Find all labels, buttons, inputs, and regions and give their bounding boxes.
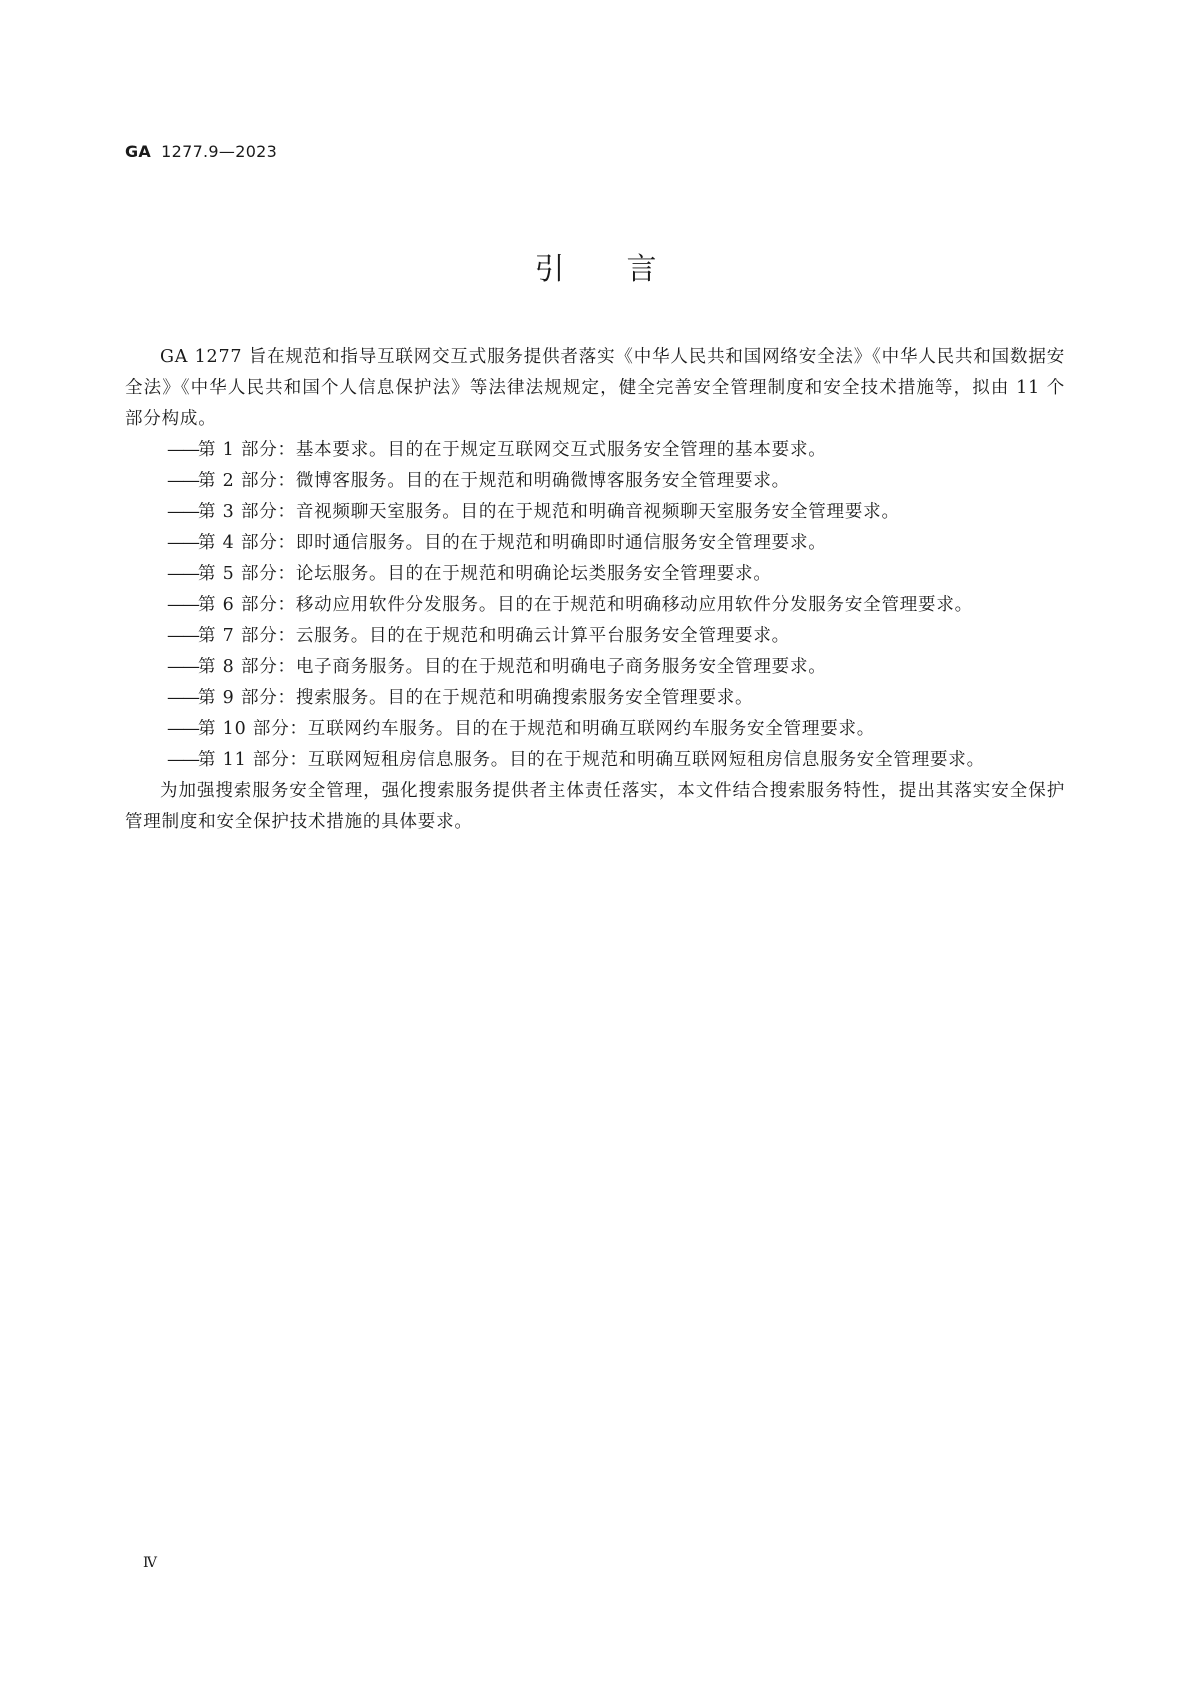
list-item (125, 683, 1065, 714)
document-code (125, 142, 277, 161)
list-item (125, 559, 1065, 590)
list-item (125, 497, 1065, 528)
list-dash: —— (167, 719, 198, 739)
list-dash: —— (167, 595, 198, 615)
list-item-text: 第 11 部分：互联网短租房信息服务。目的在于规范和明确互联网短租房信息服务安全管理要求。 (198, 750, 985, 770)
intro-paragraph: GA 1277 旨在规范和指导互联网交互式服务提供者落实《中华人民共和国网络安全法》《中华人民共和国数据安全法》《中华人民共和国个人信息保护法》等法律法规规定，健全完善安全管理制度和安全技术措施等，拟由 11 个部分构成。 (125, 347, 1065, 429)
list-dash: —— (167, 626, 198, 646)
list-item-text: 第 9 部分：搜索服务。目的在于规范和明确搜索服务安全管理要求。 (198, 688, 754, 708)
list-item (125, 466, 1065, 497)
list-dash: —— (167, 533, 198, 553)
list-item (125, 652, 1065, 683)
list-item (125, 745, 1065, 776)
list-item (125, 621, 1065, 652)
list-item (125, 590, 1065, 621)
list-item-text: 第 8 部分：电子商务服务。目的在于规范和明确电子商务服务安全管理要求。 (198, 657, 827, 677)
list-item-text: 第 10 部分：互联网约车服务。目的在于规范和明确互联网约车服务安全管理要求。 (198, 719, 876, 739)
list-dash: —— (167, 688, 198, 708)
document-body (125, 342, 1065, 838)
list-item-text: 第 1 部分：基本要求。目的在于规定互联网交互式服务安全管理的基本要求。 (198, 440, 827, 460)
list-item-text: 第 2 部分：微博客服务。目的在于规范和明确微博客服务安全管理要求。 (198, 471, 790, 491)
list-item-text: 第 3 部分：音视频聊天室服务。目的在于规范和明确音视频聊天室服务安全管理要求。 (198, 502, 900, 522)
list-item-text: 第 6 部分：移动应用软件分发服务。目的在于规范和明确移动应用软件分发服务安全管理要求。 (198, 595, 973, 615)
document-code-number: 1277.9—2023 (161, 142, 278, 161)
list-dash: —— (167, 440, 198, 460)
parts-list (125, 435, 1065, 776)
list-item-text: 第 4 部分：即时通信服务。目的在于规范和明确即时通信服务安全管理要求。 (198, 533, 827, 553)
list-item-text: 第 7 部分：云服务。目的在于规范和明确云计算平台服务安全管理要求。 (198, 626, 790, 646)
page-number: Ⅳ (143, 1555, 157, 1571)
list-item (125, 714, 1065, 745)
section-title: 引言 (534, 252, 719, 287)
list-item (125, 528, 1065, 559)
list-dash: —— (167, 750, 198, 770)
list-dash: —— (167, 657, 198, 677)
document-code-prefix: GA (125, 142, 152, 161)
list-item-text: 第 5 部分：论坛服务。目的在于规范和明确论坛类服务安全管理要求。 (198, 564, 772, 584)
list-dash: —— (167, 502, 198, 522)
list-item (125, 435, 1065, 466)
list-dash: —— (167, 564, 198, 584)
closing-paragraph: 为加强搜索服务安全管理，强化搜索服务提供者主体责任落实，本文件结合搜索服务特性，提出其落实安全保护管理制度和安全保护技术措施的具体要求。 (125, 781, 1065, 832)
list-dash: —— (167, 471, 198, 491)
